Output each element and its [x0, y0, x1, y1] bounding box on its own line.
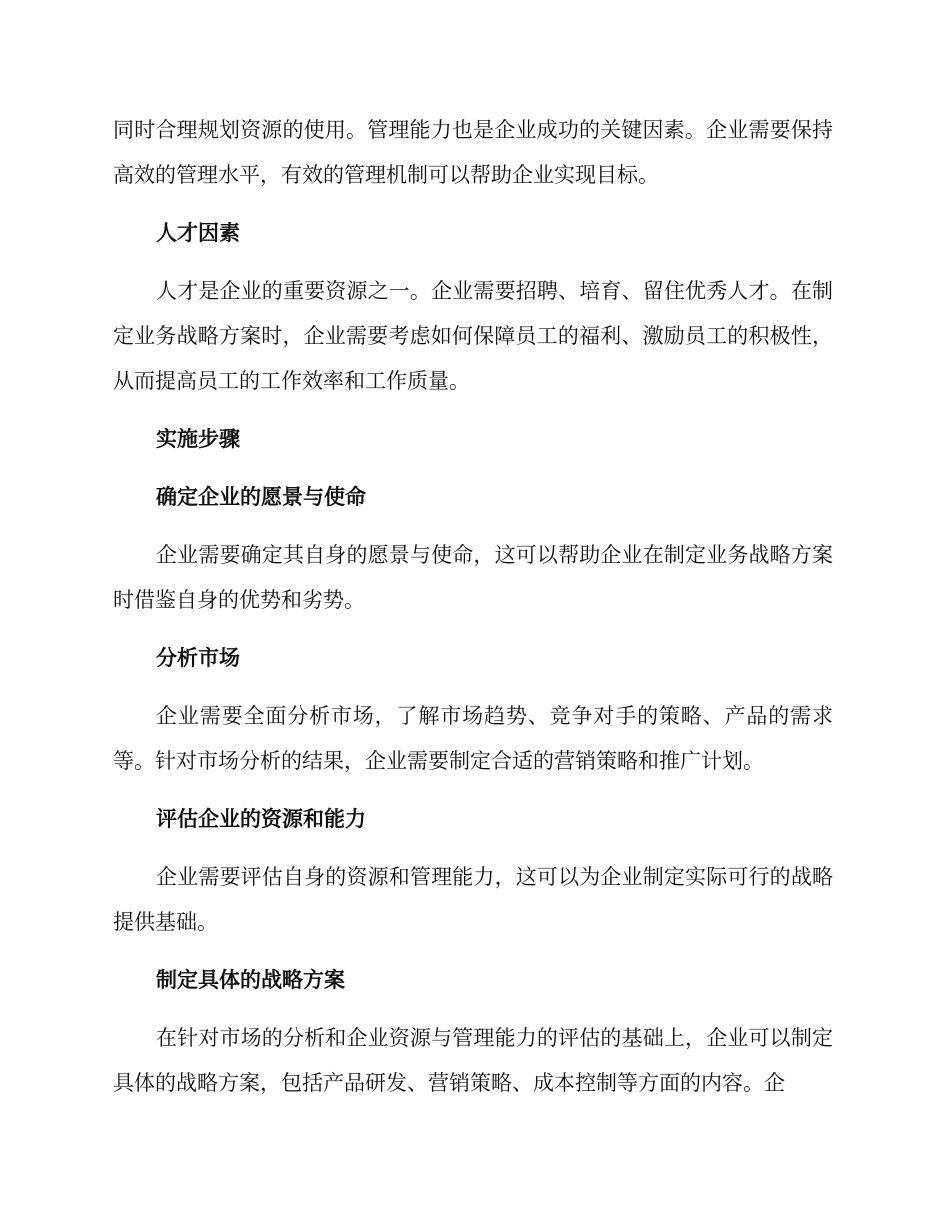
heading-implementation-steps: 实施步骤: [156, 427, 240, 451]
heading-talent-factor: 人才因素: [156, 221, 240, 245]
paragraph-strategy-plan: 在针对市场的分析和企业资源与管理能力的评估的基础上，企业可以制定具体的战略方案，包括产品研发、营销策略、成本控制等方面的内容。企: [113, 1026, 833, 1095]
heading-strategy-plan: 制定具体的战略方案: [156, 968, 345, 992]
paragraph-resource-management: 同时合理规划资源的使用。管理能力也是企业成功的关键因素。企业需要保持高效的管理水平，有效的管理机制可以帮助企业实现目标。: [113, 118, 833, 187]
heading-vision-mission: 确定企业的愿景与使命: [156, 485, 366, 509]
paragraph-talent: 人才是企业的重要资源之一。企业需要招聘、培育、留住优秀人才。在制定业务战略方案时，企业需要考虑如何保障员工的福利、激励员工的积极性，从而提高员工的工作效率和工作质量。: [113, 279, 833, 393]
heading-assess-resources: 评估企业的资源和能力: [156, 807, 366, 831]
document-body: [113, 108, 833, 1119]
heading-analyze-market: 分析市场: [156, 646, 240, 670]
paragraph-vision-mission: 企业需要确定其自身的愿景与使命，这可以帮助企业在制定业务战略方案时借鉴自身的优势和劣势。: [113, 543, 833, 612]
paragraph-analyze-market: 企业需要全面分析市场，了解市场趋势、竞争对手的策略、产品的需求等。针对市场分析的结果，企业需要制定合适的营销策略和推广计划。: [113, 704, 833, 773]
paragraph-assess-resources: 企业需要评估自身的资源和管理能力，这可以为企业制定实际可行的战略提供基础。: [113, 865, 833, 934]
